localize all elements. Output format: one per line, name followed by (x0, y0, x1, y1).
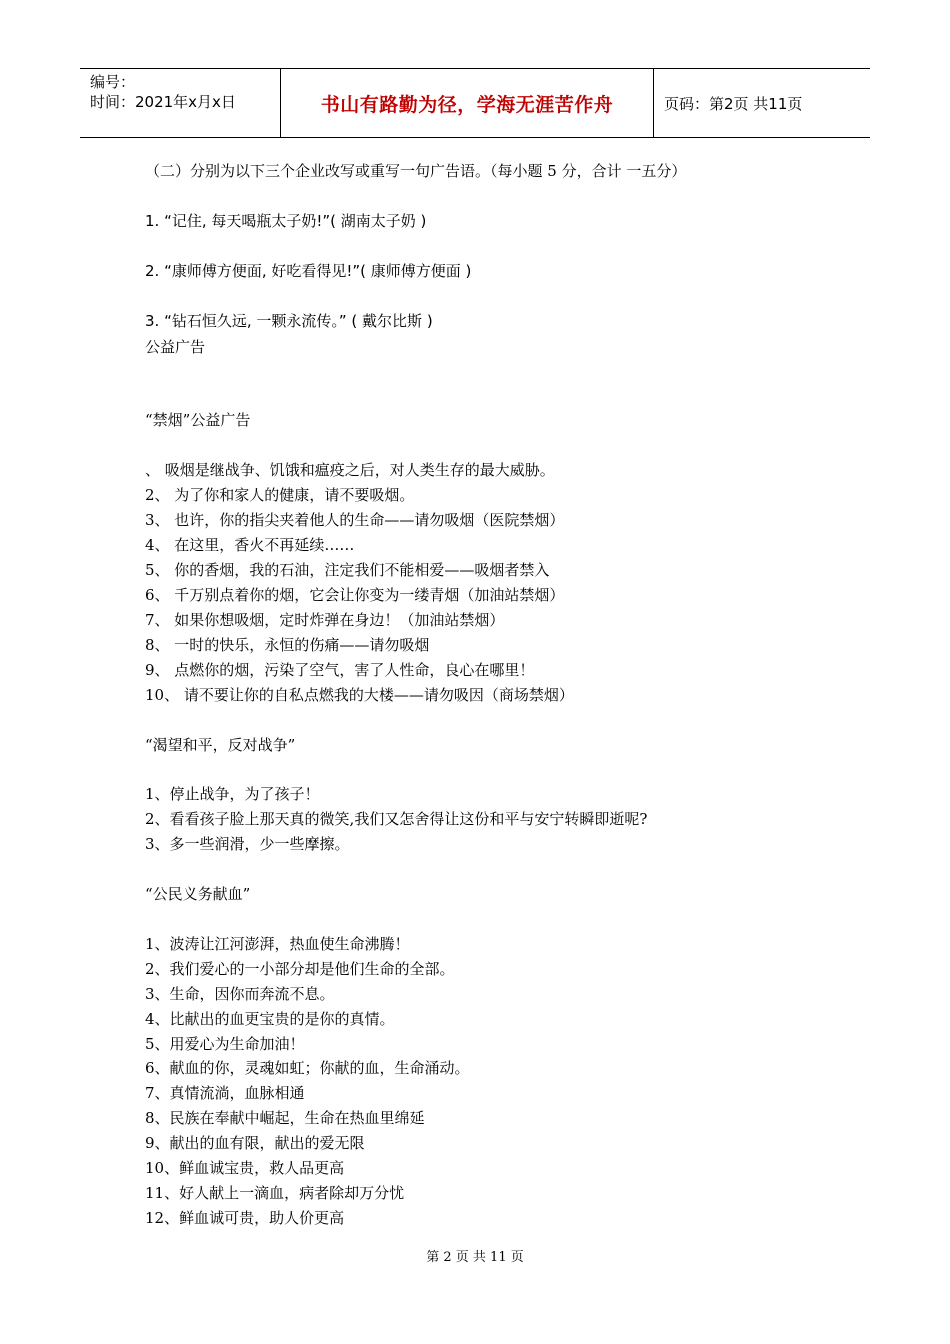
task-item-3: 3. “钻石恒久远, 一颗永流传。” ( 戴尔比斯 ) (145, 312, 433, 330)
peace-item: 1、停止战争，为了孩子！ (145, 785, 320, 803)
page-footer: 第 2 页 共 11 页 (426, 1250, 524, 1265)
header-page-label: 页码：第2页 共11页 (664, 94, 803, 113)
blood-title: “公民义务献血” (145, 885, 251, 903)
blood-item: 7、真情流淌，血脉相通 (145, 1084, 305, 1102)
smoking-item: 7、 如果你想吸烟，定时炸弹在身边！（加油站禁烟） (145, 611, 505, 629)
header-info-cell (80, 69, 281, 137)
blood-item: 2、我们爱心的一小部分却是他们生命的全部。 (145, 960, 455, 978)
smoking-item: 10、 请不要让你的自私点燃我的大楼——请勿吸因（商场禁烟） (145, 686, 574, 704)
blood-item: 10、鲜血诚宝贵，救人品更高 (145, 1159, 345, 1177)
blood-item: 6、献血的你，灵魂如虹；你献的血，生命涌动。 (145, 1059, 470, 1077)
blood-item: 4、比献出的血更宝贵的是你的真情。 (145, 1010, 395, 1028)
smoking-item: 9、 点燃你的烟，污染了空气，害了人性命，良心在哪里！ (145, 661, 535, 679)
blood-item: 11、好人献上一滴血，病者除却万分忧 (145, 1184, 405, 1202)
blood-item: 1、波涛让江河澎湃，热血使生命沸腾！ (145, 935, 410, 953)
header-motto-cell (281, 69, 654, 137)
smoking-item: 4、 在这里，香火不再延续…… (145, 536, 355, 554)
task-item-2: 2. “康师傅方便面, 好吃看得见!”( 康师傅方便面 ) (145, 262, 472, 280)
page-header (80, 68, 870, 138)
smoking-item: 、 吸烟是继战争、饥饿和瘟疫之后，对人类生存的最大威胁。 (145, 461, 555, 479)
peace-title: “渴望和平，反对战争” (145, 736, 296, 754)
smoking-item: 5、 你的香烟，我的石油，注定我们不能相爱——吸烟者禁入 (145, 561, 550, 579)
header-page-cell (654, 69, 870, 137)
public-ad-label: 公益广告 (145, 338, 206, 356)
blood-item: 8、民族在奉献中崛起，生命在热血里绵延 (145, 1109, 425, 1127)
task-item-1: 1. “记住, 每天喝瓶太子奶!”( 湖南太子奶 ) (145, 212, 427, 230)
blood-item: 12、鲜血诚可贵，助人价更高 (145, 1209, 345, 1227)
smoking-item: 6、 千万别点着你的烟，它会让你变为一缕青烟（加油站禁烟） (145, 586, 565, 604)
blood-item: 5、用爱心为生命加油！ (145, 1035, 305, 1053)
peace-item: 2、看看孩子脸上那天真的微笑,我们又怎舍得让这份和平与安宁转瞬即逝呢? (145, 810, 648, 828)
smoking-item: 2、 为了你和家人的健康，请不要吸烟。 (145, 486, 415, 504)
blood-item: 3、生命，因你而奔流不息。 (145, 985, 335, 1003)
motto-text: 书山有路勤为径，学海无涯苦作舟 (320, 93, 614, 116)
peace-item: 3、多一些润滑，少一些摩擦。 (145, 835, 350, 853)
document-date-label: 时间：2021年x月x日 (90, 93, 236, 111)
document-number-label: 编号： (90, 73, 136, 91)
task-title: （二）分别为以下三个企业改写或重写一句广告语。（每小题 5 分，合计 一五分） (145, 162, 687, 180)
smoking-item: 3、 也许，你的指尖夹着他人的生命——请勿吸烟（医院禁烟） (145, 511, 565, 529)
smoking-item: 8、 一时的快乐，永恒的伤痛——请勿吸烟 (145, 636, 430, 654)
smoking-title: “禁烟”公益广告 (145, 411, 251, 429)
blood-item: 9、献出的血有限，献出的爱无限 (145, 1134, 365, 1152)
